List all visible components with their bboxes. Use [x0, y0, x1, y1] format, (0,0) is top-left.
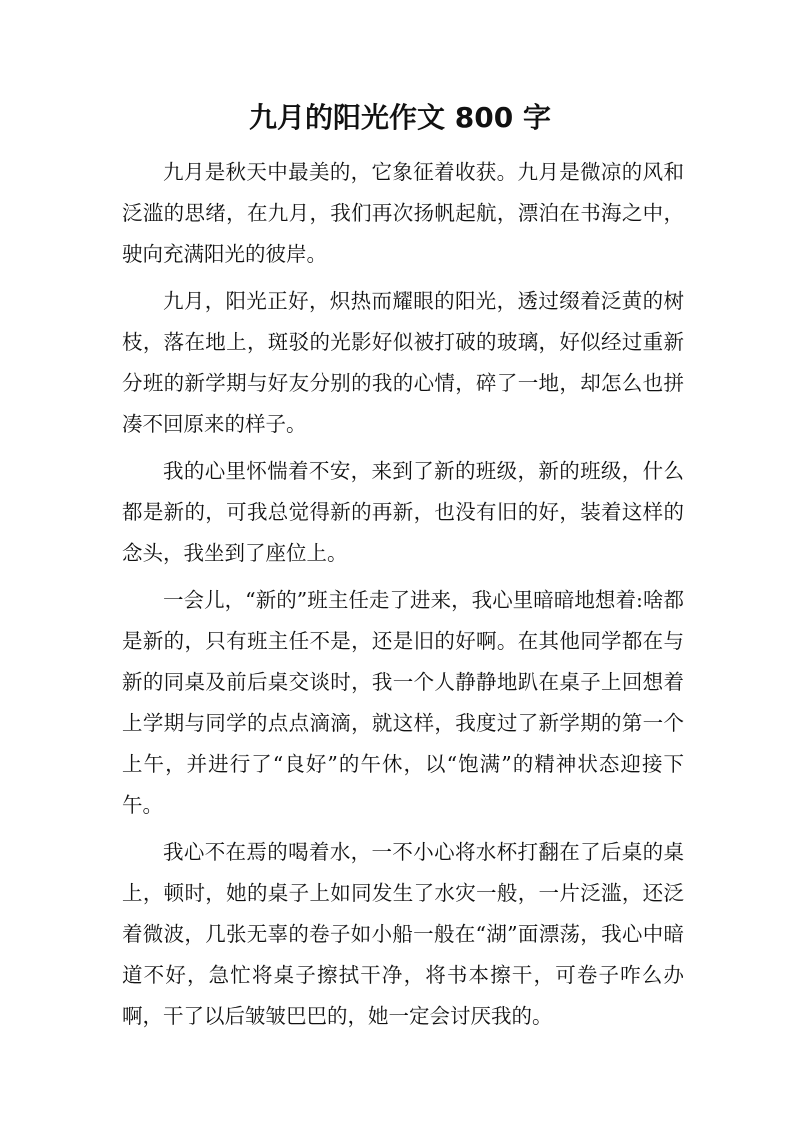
paragraph: 九月是秋天中最美的，它象征着收获。九月是微凉的风和泛滥的思绪，在九月，我们再次扬帆起航，漂泊在书海之中，驶向充满阳光的彼岸。 — [122, 160, 684, 266]
document-title: 九月的阳光作文 800 字 — [249, 101, 551, 134]
paragraph: 一会儿，“新的”班主任走了进来，我心里暗暗地想着:啥都是新的，只有班主任不是，还是旧的好啊。在其他同学都在与新的同桌及前后桌交谈时，我一个人静静地趴在桌子上回想着上学期与同学的点点滴滴，就这样，我度过了新学期的第一个上午，并进行了“良好”的午休，以“饱满”的精神状态迎接下午。 — [122, 588, 684, 817]
paragraph: 我的心里怀惴着不安，来到了新的班级，新的班级，什么都是新的，可我总觉得新的再新，也没有旧的好，装着这样的念头，我坐到了座位上。 — [122, 459, 684, 565]
paragraph: 九月，阳光正好，炽热而耀眼的阳光，透过缀着泛黄的树枝，落在地上，斑驳的光影好似被打破的玻璃，好似经过重新分班的新学期与好友分别的我的心情，碎了一地，却怎么也拼凑不回原来的样子。 — [122, 289, 684, 436]
document-body — [122, 152, 684, 1043]
paragraph: 我心不在焉的喝着水，一不小心将水杯打翻在了后桌的桌上，顿时，她的桌子上如同发生了水灾一般，一片泛滥，还泛着微波，几张无辜的卷子如小船一般在“湖”面漂荡，我心中暗道不好，急忙将桌子擦拭干净，将书本擦干，可卷子咋么办啊，干了以后皱皱巴巴的，她一定会讨厌我的。 — [122, 840, 684, 1028]
